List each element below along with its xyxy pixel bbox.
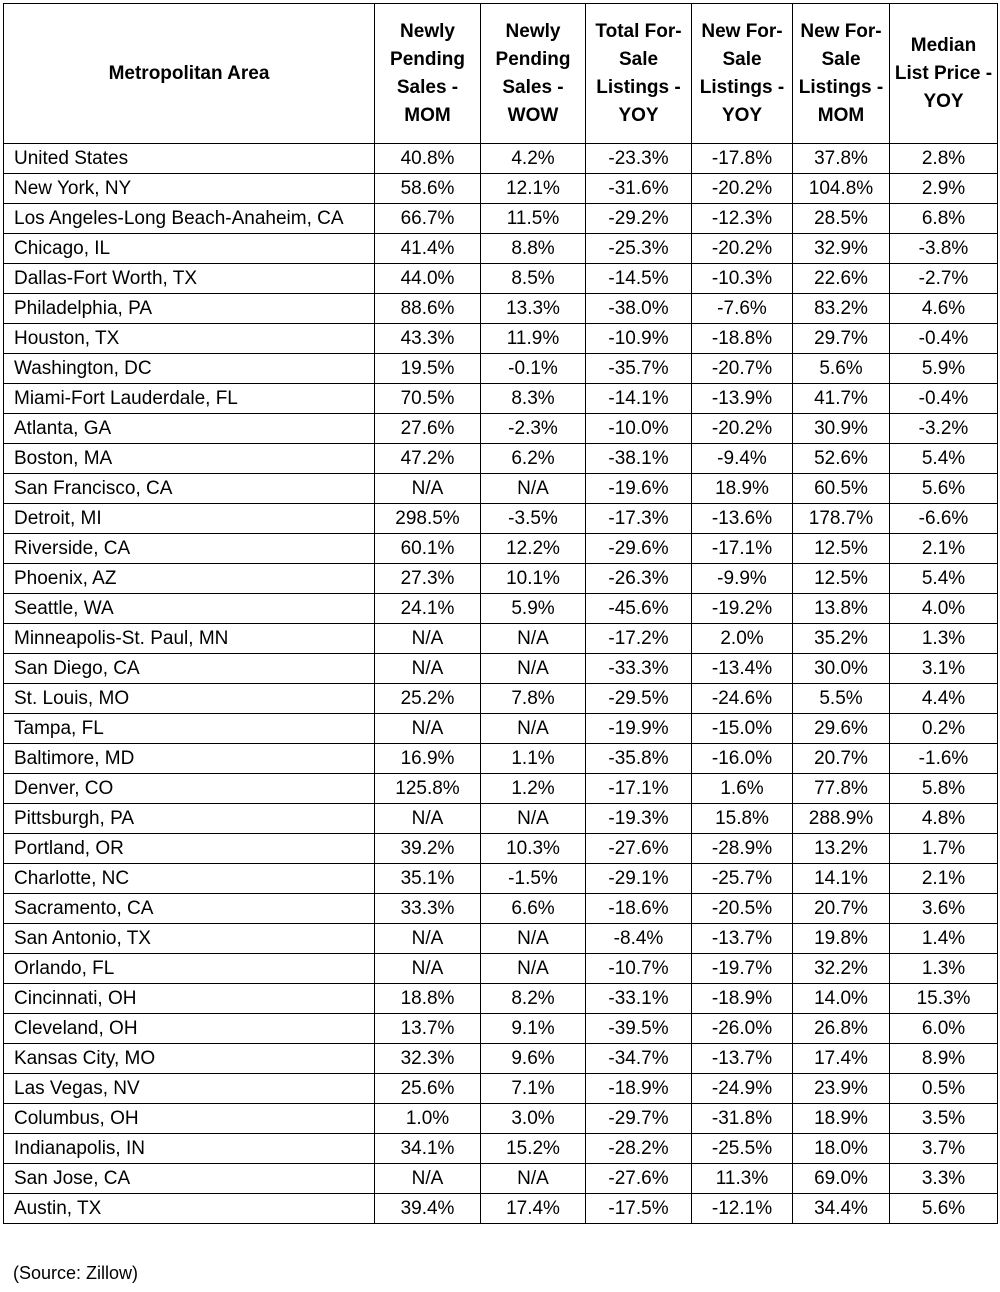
value-cell: 298.5% [375, 504, 481, 534]
metro-area-cell: United States [4, 144, 375, 174]
value-cell: 1.4% [890, 924, 998, 954]
value-cell: -18.8% [692, 324, 793, 354]
value-cell: 6.0% [890, 1014, 998, 1044]
value-cell: 13.2% [793, 834, 890, 864]
value-cell: 12.2% [481, 534, 586, 564]
value-cell: 3.5% [890, 1104, 998, 1134]
value-cell: 30.0% [793, 654, 890, 684]
table-row [4, 384, 998, 414]
value-cell: 18.8% [375, 984, 481, 1014]
value-cell: 18.9% [692, 474, 793, 504]
value-cell: 2.1% [890, 534, 998, 564]
value-cell: N/A [375, 624, 481, 654]
value-cell: 35.1% [375, 864, 481, 894]
value-cell: -29.5% [586, 684, 692, 714]
value-cell: 13.3% [481, 294, 586, 324]
value-cell: 9.1% [481, 1014, 586, 1044]
value-cell: -29.6% [586, 534, 692, 564]
value-cell: 5.4% [890, 564, 998, 594]
value-cell: 11.5% [481, 204, 586, 234]
value-cell: 4.4% [890, 684, 998, 714]
value-cell: N/A [375, 924, 481, 954]
value-cell: 4.8% [890, 804, 998, 834]
value-cell: 1.0% [375, 1104, 481, 1134]
metro-area-cell: Cincinnati, OH [4, 984, 375, 1014]
table-row [4, 774, 998, 804]
value-cell: -0.4% [890, 384, 998, 414]
value-cell: 0.2% [890, 714, 998, 744]
value-cell: -26.0% [692, 1014, 793, 1044]
value-cell: -24.9% [692, 1074, 793, 1104]
value-cell: N/A [375, 1164, 481, 1194]
table-row [4, 354, 998, 384]
value-cell: 4.6% [890, 294, 998, 324]
metro-area-cell: Phoenix, AZ [4, 564, 375, 594]
value-cell: 288.9% [793, 804, 890, 834]
value-cell: 5.6% [793, 354, 890, 384]
value-cell: 15.8% [692, 804, 793, 834]
metro-area-cell: Cleveland, OH [4, 1014, 375, 1044]
value-cell: -10.0% [586, 414, 692, 444]
value-cell: -19.9% [586, 714, 692, 744]
header-new-listings-yoy: New For-Sale Listings - YOY [692, 4, 793, 144]
table-row [4, 744, 998, 774]
value-cell: 17.4% [793, 1044, 890, 1074]
value-cell: 11.9% [481, 324, 586, 354]
value-cell: 60.1% [375, 534, 481, 564]
value-cell: 66.7% [375, 204, 481, 234]
value-cell: 28.5% [793, 204, 890, 234]
table-row [4, 474, 998, 504]
value-cell: 33.3% [375, 894, 481, 924]
value-cell: -20.2% [692, 174, 793, 204]
value-cell: 7.8% [481, 684, 586, 714]
value-cell: N/A [481, 1164, 586, 1194]
value-cell: 22.6% [793, 264, 890, 294]
table-row [4, 294, 998, 324]
metro-area-cell: San Francisco, CA [4, 474, 375, 504]
metro-area-cell: Las Vegas, NV [4, 1074, 375, 1104]
table-row [4, 684, 998, 714]
value-cell: -29.1% [586, 864, 692, 894]
metro-area-cell: New York, NY [4, 174, 375, 204]
table-row [4, 714, 998, 744]
value-cell: N/A [375, 714, 481, 744]
value-cell: -13.9% [692, 384, 793, 414]
value-cell: -17.1% [692, 534, 793, 564]
value-cell: -17.1% [586, 774, 692, 804]
table-row [4, 234, 998, 264]
value-cell: 3.0% [481, 1104, 586, 1134]
value-cell: -28.2% [586, 1134, 692, 1164]
value-cell: 5.5% [793, 684, 890, 714]
value-cell: 83.2% [793, 294, 890, 324]
value-cell: 3.1% [890, 654, 998, 684]
table-row [4, 204, 998, 234]
value-cell: -10.3% [692, 264, 793, 294]
value-cell: 32.9% [793, 234, 890, 264]
value-cell: N/A [481, 804, 586, 834]
value-cell: 2.1% [890, 864, 998, 894]
value-cell: -2.7% [890, 264, 998, 294]
value-cell: 17.4% [481, 1194, 586, 1224]
value-cell: 69.0% [793, 1164, 890, 1194]
table-row [4, 444, 998, 474]
metro-area-cell: Los Angeles-Long Beach-Anaheim, CA [4, 204, 375, 234]
metro-area-cell: Tampa, FL [4, 714, 375, 744]
metro-area-cell: Minneapolis-St. Paul, MN [4, 624, 375, 654]
value-cell: 2.8% [890, 144, 998, 174]
value-cell: 60.5% [793, 474, 890, 504]
value-cell: 8.3% [481, 384, 586, 414]
value-cell: N/A [375, 474, 481, 504]
value-cell: N/A [481, 654, 586, 684]
value-cell: 15.2% [481, 1134, 586, 1164]
value-cell: 125.8% [375, 774, 481, 804]
value-cell: 1.6% [692, 774, 793, 804]
value-cell: -18.9% [692, 984, 793, 1014]
value-cell: 16.9% [375, 744, 481, 774]
value-cell: 6.2% [481, 444, 586, 474]
value-cell: -29.7% [586, 1104, 692, 1134]
value-cell: 4.2% [481, 144, 586, 174]
source-note: (Source: Zillow) [13, 1263, 139, 1283]
value-cell: 29.7% [793, 324, 890, 354]
value-cell: 52.6% [793, 444, 890, 474]
metro-area-cell: Sacramento, CA [4, 894, 375, 924]
value-cell: 8.8% [481, 234, 586, 264]
value-cell: -33.1% [586, 984, 692, 1014]
table-row [4, 954, 998, 984]
metro-area-cell: Chicago, IL [4, 234, 375, 264]
value-cell: 10.1% [481, 564, 586, 594]
value-cell: -6.6% [890, 504, 998, 534]
value-cell: 13.7% [375, 1014, 481, 1044]
value-cell: -19.7% [692, 954, 793, 984]
value-cell: -20.7% [692, 354, 793, 384]
value-cell: 6.8% [890, 204, 998, 234]
value-cell: -10.9% [586, 324, 692, 354]
value-cell: 5.9% [890, 354, 998, 384]
metro-area-cell: St. Louis, MO [4, 684, 375, 714]
value-cell: 13.8% [793, 594, 890, 624]
value-cell: 88.6% [375, 294, 481, 324]
value-cell: 104.8% [793, 174, 890, 204]
value-cell: 178.7% [793, 504, 890, 534]
table-row [4, 564, 998, 594]
value-cell: -15.0% [692, 714, 793, 744]
value-cell: 1.3% [890, 624, 998, 654]
value-cell: 24.1% [375, 594, 481, 624]
value-cell: 32.3% [375, 1044, 481, 1074]
value-cell: 29.6% [793, 714, 890, 744]
value-cell: 58.6% [375, 174, 481, 204]
value-cell: -28.9% [692, 834, 793, 864]
metro-area-cell: Austin, TX [4, 1194, 375, 1224]
value-cell: -19.2% [692, 594, 793, 624]
value-cell: N/A [481, 474, 586, 504]
value-cell: 8.2% [481, 984, 586, 1014]
value-cell: 18.0% [793, 1134, 890, 1164]
metro-area-cell: Washington, DC [4, 354, 375, 384]
metro-area-cell: Miami-Fort Lauderdale, FL [4, 384, 375, 414]
value-cell: -13.7% [692, 1044, 793, 1074]
value-cell: -27.6% [586, 1164, 692, 1194]
value-cell: 18.9% [793, 1104, 890, 1134]
value-cell: -1.6% [890, 744, 998, 774]
value-cell: -9.9% [692, 564, 793, 594]
metro-area-cell: Orlando, FL [4, 954, 375, 984]
value-cell: 20.7% [793, 744, 890, 774]
value-cell: -16.0% [692, 744, 793, 774]
metro-area-cell: Indianapolis, IN [4, 1134, 375, 1164]
value-cell: -18.9% [586, 1074, 692, 1104]
value-cell: 10.3% [481, 834, 586, 864]
value-cell: -9.4% [692, 444, 793, 474]
value-cell: 41.7% [793, 384, 890, 414]
value-cell: 23.9% [793, 1074, 890, 1104]
value-cell: -1.5% [481, 864, 586, 894]
value-cell: 11.3% [692, 1164, 793, 1194]
value-cell: -0.1% [481, 354, 586, 384]
metro-area-cell: Portland, OR [4, 834, 375, 864]
table-row [4, 654, 998, 684]
value-cell: 5.9% [481, 594, 586, 624]
value-cell: -19.6% [586, 474, 692, 504]
table-row [4, 504, 998, 534]
header-new-listings-mom: New For-Sale Listings - MOM [793, 4, 890, 144]
table-row [4, 1164, 998, 1194]
value-cell: 34.4% [793, 1194, 890, 1224]
value-cell: -3.2% [890, 414, 998, 444]
value-cell: 41.4% [375, 234, 481, 264]
value-cell: 12.5% [793, 564, 890, 594]
value-cell: -8.4% [586, 924, 692, 954]
value-cell: 8.9% [890, 1044, 998, 1074]
value-cell: N/A [481, 924, 586, 954]
value-cell: 44.0% [375, 264, 481, 294]
table-row [4, 1134, 998, 1164]
value-cell: -45.6% [586, 594, 692, 624]
table-row [4, 864, 998, 894]
table-row [4, 804, 998, 834]
value-cell: 43.3% [375, 324, 481, 354]
metro-area-cell: San Jose, CA [4, 1164, 375, 1194]
value-cell: -19.3% [586, 804, 692, 834]
metro-area-cell: Boston, MA [4, 444, 375, 474]
value-cell: 5.8% [890, 774, 998, 804]
value-cell: 1.7% [890, 834, 998, 864]
value-cell: 47.2% [375, 444, 481, 474]
value-cell: -12.3% [692, 204, 793, 234]
metro-area-cell: Detroit, MI [4, 504, 375, 534]
value-cell: -33.3% [586, 654, 692, 684]
metro-area-cell: Riverside, CA [4, 534, 375, 564]
value-cell: -25.3% [586, 234, 692, 264]
header-median-price-yoy: Median List Price - YOY [890, 4, 998, 144]
value-cell: 35.2% [793, 624, 890, 654]
value-cell: -20.5% [692, 894, 793, 924]
metro-area-cell: Denver, CO [4, 774, 375, 804]
metro-area-cell: Kansas City, MO [4, 1044, 375, 1074]
value-cell: -12.1% [692, 1194, 793, 1224]
value-cell: 2.9% [890, 174, 998, 204]
value-cell: N/A [375, 804, 481, 834]
value-cell: 6.6% [481, 894, 586, 924]
value-cell: -0.4% [890, 324, 998, 354]
header-metro-area: Metropolitan Area [4, 4, 375, 144]
value-cell: N/A [481, 624, 586, 654]
value-cell: 37.8% [793, 144, 890, 174]
metro-area-cell: Dallas-Fort Worth, TX [4, 264, 375, 294]
header-pending-wow: Newly Pending Sales - WOW [481, 4, 586, 144]
value-cell: 19.8% [793, 924, 890, 954]
value-cell: -25.7% [692, 864, 793, 894]
metro-area-cell: San Diego, CA [4, 654, 375, 684]
value-cell: 2.0% [692, 624, 793, 654]
value-cell: -13.7% [692, 924, 793, 954]
value-cell: -39.5% [586, 1014, 692, 1044]
metro-area-cell: Atlanta, GA [4, 414, 375, 444]
value-cell: 14.0% [793, 984, 890, 1014]
value-cell: -17.8% [692, 144, 793, 174]
table-row [4, 1074, 998, 1104]
value-cell: -23.3% [586, 144, 692, 174]
table-row [4, 924, 998, 954]
value-cell: 32.2% [793, 954, 890, 984]
value-cell: -3.8% [890, 234, 998, 264]
value-cell: 1.1% [481, 744, 586, 774]
value-cell: 34.1% [375, 1134, 481, 1164]
value-cell: 1.2% [481, 774, 586, 804]
value-cell: 25.2% [375, 684, 481, 714]
value-cell: 12.1% [481, 174, 586, 204]
table-row [4, 264, 998, 294]
value-cell: -2.3% [481, 414, 586, 444]
metro-area-cell: Baltimore, MD [4, 744, 375, 774]
value-cell: 4.0% [890, 594, 998, 624]
value-cell: -7.6% [692, 294, 793, 324]
value-cell: N/A [481, 954, 586, 984]
value-cell: 0.5% [890, 1074, 998, 1104]
value-cell: 70.5% [375, 384, 481, 414]
value-cell: -17.3% [586, 504, 692, 534]
value-cell: 5.6% [890, 1194, 998, 1224]
metro-area-cell: San Antonio, TX [4, 924, 375, 954]
header-row [4, 4, 998, 144]
table-row [4, 144, 998, 174]
metro-area-cell: Houston, TX [4, 324, 375, 354]
value-cell: -27.6% [586, 834, 692, 864]
value-cell: -35.8% [586, 744, 692, 774]
value-cell: -29.2% [586, 204, 692, 234]
value-cell: -14.1% [586, 384, 692, 414]
table-row [4, 624, 998, 654]
value-cell: -3.5% [481, 504, 586, 534]
value-cell: 1.3% [890, 954, 998, 984]
value-cell: 9.6% [481, 1044, 586, 1074]
metro-area-cell: Pittsburgh, PA [4, 804, 375, 834]
table-row [4, 324, 998, 354]
table-row [4, 1044, 998, 1074]
value-cell: -20.2% [692, 234, 793, 264]
value-cell: 20.7% [793, 894, 890, 924]
value-cell: 27.6% [375, 414, 481, 444]
metro-area-cell: Columbus, OH [4, 1104, 375, 1134]
table-row [4, 174, 998, 204]
value-cell: -17.5% [586, 1194, 692, 1224]
table-row [4, 594, 998, 624]
value-cell: 8.5% [481, 264, 586, 294]
value-cell: 7.1% [481, 1074, 586, 1104]
value-cell: -34.7% [586, 1044, 692, 1074]
value-cell: -10.7% [586, 954, 692, 984]
value-cell: -17.2% [586, 624, 692, 654]
value-cell: -31.8% [692, 1104, 793, 1134]
metro-area-cell: Seattle, WA [4, 594, 375, 624]
value-cell: 15.3% [890, 984, 998, 1014]
value-cell: -13.4% [692, 654, 793, 684]
table-row [4, 414, 998, 444]
table-row [4, 984, 998, 1014]
value-cell: N/A [375, 654, 481, 684]
table-body [4, 144, 998, 1224]
table-row [4, 1014, 998, 1044]
value-cell: -25.5% [692, 1134, 793, 1164]
value-cell: -38.1% [586, 444, 692, 474]
value-cell: 14.1% [793, 864, 890, 894]
value-cell: 19.5% [375, 354, 481, 384]
value-cell: -26.3% [586, 564, 692, 594]
value-cell: -13.6% [692, 504, 793, 534]
value-cell: 30.9% [793, 414, 890, 444]
value-cell: N/A [375, 954, 481, 984]
value-cell: 3.3% [890, 1164, 998, 1194]
value-cell: -18.6% [586, 894, 692, 924]
value-cell: 12.5% [793, 534, 890, 564]
value-cell: -20.2% [692, 414, 793, 444]
value-cell: 77.8% [793, 774, 890, 804]
value-cell: 39.4% [375, 1194, 481, 1224]
header-total-listings-yoy: Total For-Sale Listings - YOY [586, 4, 692, 144]
table-row [4, 834, 998, 864]
value-cell: 27.3% [375, 564, 481, 594]
value-cell: 40.8% [375, 144, 481, 174]
metro-area-cell: Charlotte, NC [4, 864, 375, 894]
value-cell: -14.5% [586, 264, 692, 294]
value-cell: -38.0% [586, 294, 692, 324]
value-cell: -24.6% [692, 684, 793, 714]
value-cell: 3.7% [890, 1134, 998, 1164]
value-cell: N/A [481, 714, 586, 744]
table-row [4, 894, 998, 924]
value-cell: -31.6% [586, 174, 692, 204]
value-cell: 39.2% [375, 834, 481, 864]
value-cell: 3.6% [890, 894, 998, 924]
value-cell: -35.7% [586, 354, 692, 384]
table-row [4, 1194, 998, 1224]
value-cell: 26.8% [793, 1014, 890, 1044]
value-cell: 25.6% [375, 1074, 481, 1104]
value-cell: 5.6% [890, 474, 998, 504]
metro-area-cell: Philadelphia, PA [4, 294, 375, 324]
header-pending-mom: Newly Pending Sales - MOM [375, 4, 481, 144]
table-row [4, 534, 998, 564]
table-row [4, 1104, 998, 1134]
metro-data-table [3, 3, 998, 1224]
value-cell: 5.4% [890, 444, 998, 474]
